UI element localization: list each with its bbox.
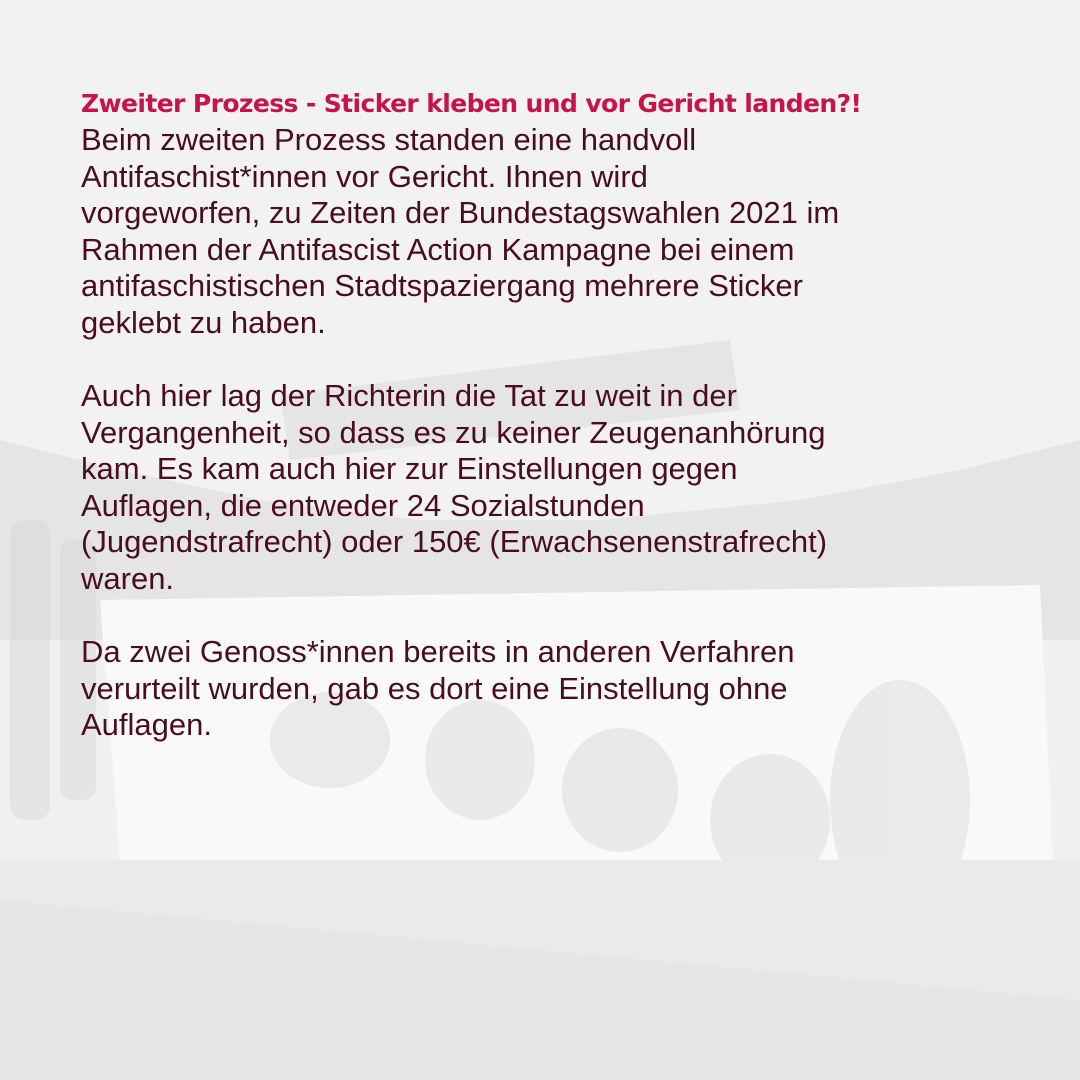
text-panel <box>81 86 1011 781</box>
headline: Zweiter Prozess - Sticker kleben und vor Gericht landen?! <box>81 89 862 118</box>
paragraph-2: Auch hier lag der Richterin die Tat zu weit in der Vergangenheit, so dass es zu keiner Zeugenanhörung kam. Es kam auch hier zur Einstellungen gegen Auflagen, die entweder 24 Sozialstunden (Jugendstrafrecht) oder 150€ (Erwachsenenstrafrecht) waren. <box>81 378 828 596</box>
paragraph-1: Beim zweiten Prozess standen eine handvoll Antifaschist*innen vor Gericht. Ihnen wird vorgeworfen, zu Zeiten der Bundestagswahlen 2021 im Rahmen der Antifascist Action Kampagne bei einem antifaschistischen Stadtspaziergang mehrere Sticker geklebt zu haben. <box>81 122 840 340</box>
paragraph-3: Da zwei Genoss*innen bereits in anderen Verfahren verurteilt wurden, gab es dort eine Einstellung ohne Auflagen. <box>81 634 795 742</box>
